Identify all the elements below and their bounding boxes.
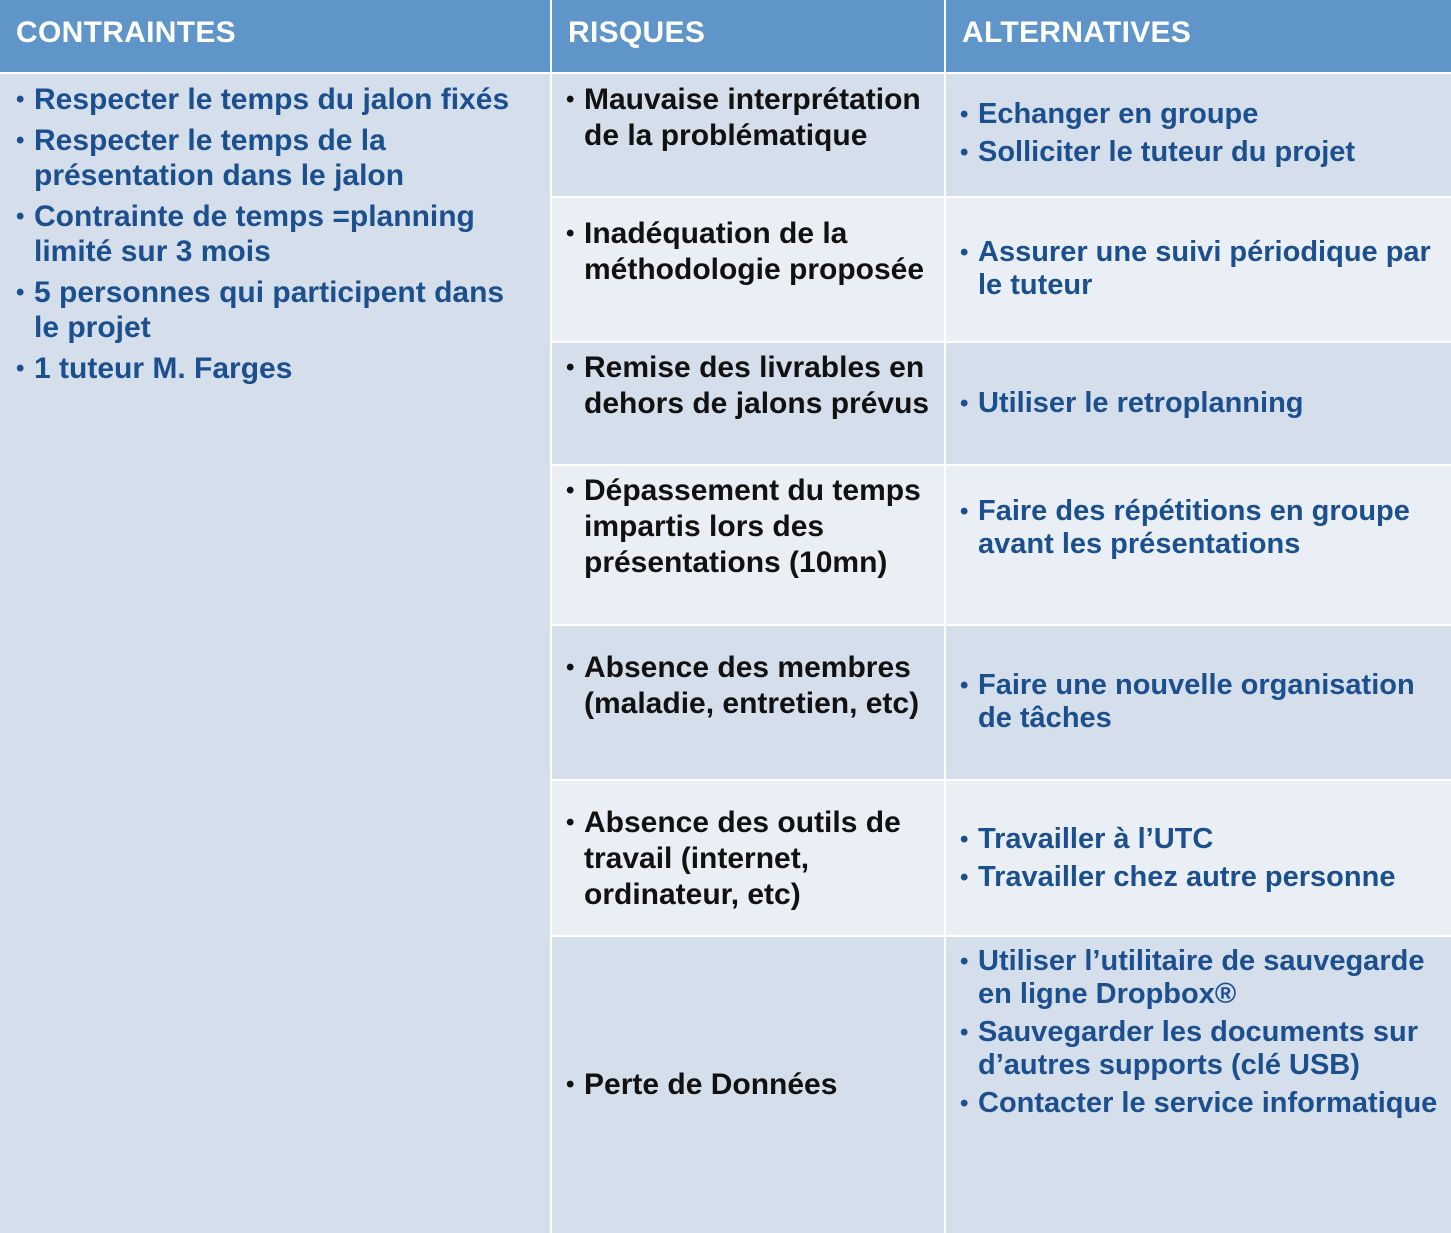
risk-item: • Inadéquation de la méthodologie proposée — [566, 216, 936, 288]
risk-cell-1 — [552, 74, 944, 196]
alternative-item: • Faire une nouvelle organisation de tâches — [960, 669, 1443, 735]
header-alternatives — [946, 0, 1451, 72]
alternative-item: • Solliciter le tuteur du projet — [960, 136, 1443, 169]
constraints-cell — [0, 74, 550, 1233]
constraint-item: • 5 personnes qui participent dans le projet — [16, 275, 536, 345]
risk-item: • Perte de Données — [566, 1067, 936, 1103]
constraint-item: • Contrainte de temps =planning limité sur 3 mois — [16, 199, 536, 269]
risk-cell-5 — [552, 626, 944, 779]
header-alternatives-label: ALTERNATIVES — [962, 16, 1192, 49]
risk-cell-4 — [552, 466, 944, 624]
alternative-item: • Echanger en groupe — [960, 98, 1443, 131]
risk-cell-6 — [552, 781, 944, 935]
alternative-item: • Sauvegarder les documents sur d’autres supports (clé USB) — [960, 1016, 1443, 1082]
header-risks-label: RISQUES — [568, 16, 706, 49]
alternative-item: • Contacter le service informatique — [960, 1087, 1443, 1120]
risk-cell-2 — [552, 198, 944, 341]
alternatives-cell-4 — [946, 466, 1451, 624]
risk-item: • Absence des outils de travail (internet, ordinateur, etc) — [566, 805, 936, 913]
alternatives-cell-3 — [946, 343, 1451, 464]
alternative-item: • Travailler chez autre personne — [960, 861, 1443, 894]
header-risks — [552, 0, 944, 72]
risk-item: • Dépassement du temps impartis lors des présentations (10mn) — [566, 473, 936, 581]
constraint-item: • Respecter le temps de la présentation dans le jalon — [16, 123, 536, 193]
alternative-item: • Utiliser l’utilitaire de sauvegarde en ligne Dropbox® — [960, 945, 1443, 1011]
alternative-item: • Utiliser le retroplanning — [960, 387, 1443, 420]
alternative-item: • Assurer une suivi périodique par le tuteur — [960, 236, 1443, 302]
alternatives-cell-6 — [946, 781, 1451, 935]
risk-item: • Absence des membres (maladie, entretien, etc) — [566, 650, 936, 722]
header-constraints — [0, 0, 550, 72]
constraints-list — [16, 82, 536, 392]
risk-cell-3 — [552, 343, 944, 464]
alternatives-cell-5 — [946, 626, 1451, 779]
alternatives-cell-1 — [946, 74, 1451, 196]
risk-item: • Mauvaise interprétation de la problématique — [566, 82, 936, 154]
alternative-item: • Travailler à l’UTC — [960, 823, 1443, 856]
alternatives-cell-2 — [946, 198, 1451, 341]
header-constraints-label: CONTRAINTES — [16, 16, 236, 49]
risk-item: • Remise des livrables en dehors de jalons prévus — [566, 350, 936, 422]
alternatives-cell-7 — [946, 937, 1451, 1233]
constraint-item: • Respecter le temps du jalon fixés — [16, 82, 536, 117]
constraint-item: • 1 tuteur M. Farges — [16, 351, 536, 386]
risk-cell-7 — [552, 937, 944, 1233]
alternative-item: • Faire des répétitions en groupe avant les présentations — [960, 495, 1443, 561]
